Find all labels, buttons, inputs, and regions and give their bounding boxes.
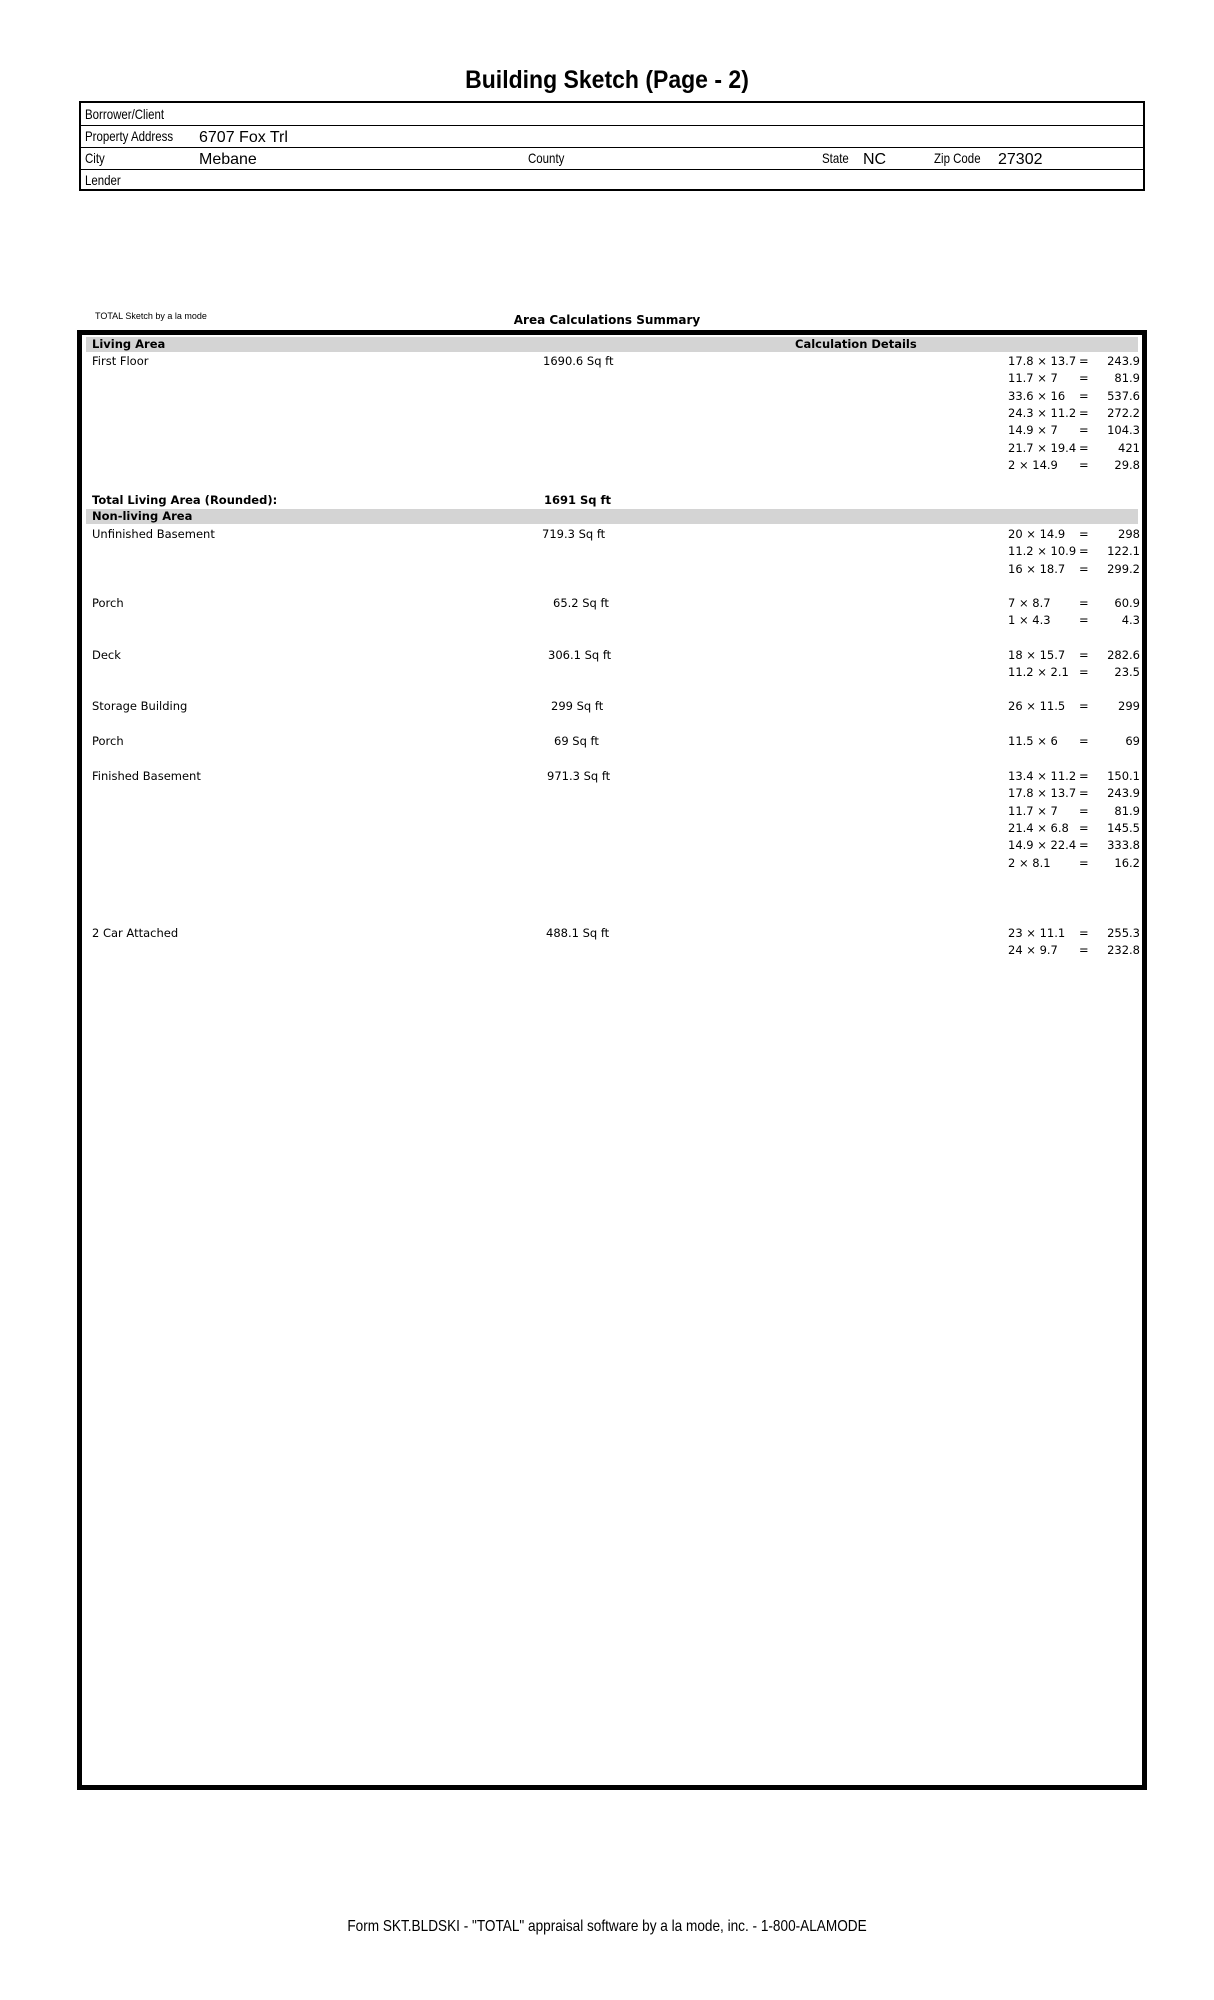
calc-equals: = [1079,734,1089,748]
area-summary-frame [77,330,1147,1790]
property-header-table [79,101,1145,191]
calc-expression: 21.7 × 19.4 [1008,440,1077,455]
calc-equals: = [1079,838,1089,853]
calc-expression: 14.9 × 7 [1008,423,1058,438]
calc-result: 537.6 [1107,388,1140,403]
calc-expression: 11.7 × 7 [1008,803,1058,818]
lender-label: Lender [85,172,121,188]
calc-expression: 23 × 11.1 [1008,926,1066,940]
calc-equals: = [1079,371,1089,386]
calc-expression: 24.3 × 11.2 [1008,405,1077,420]
calc-equals: = [1079,855,1089,870]
calc-equals: = [1079,786,1089,801]
calc-result: 272.2 [1107,405,1140,420]
calc-equals: = [1079,943,1089,958]
area-item-value: 69 Sq ft [554,734,599,748]
non-living-area-band [86,509,1138,524]
calc-result: 243.9 [1107,786,1140,801]
software-credit: TOTAL Sketch by a la mode [95,311,207,321]
calc-result: 298 [1118,527,1140,541]
calc-result: 23.5 [1114,665,1140,680]
city-label: City [85,150,105,166]
calc-result: 145.5 [1107,820,1140,835]
calc-equals: = [1079,457,1089,472]
address-value: 6707 Fox Trl [199,129,288,146]
calc-expression: 2 × 14.9 [1008,457,1058,472]
calculation-details-header: Calculation Details [795,337,917,351]
calc-expression: 33.6 × 16 [1008,388,1066,403]
calc-equals: = [1079,803,1089,818]
total-living-area-label: Total Living Area (Rounded): [92,493,278,507]
calc-equals: = [1079,354,1089,368]
area-item-value: 971.3 Sq ft [547,769,611,783]
calc-equals: = [1079,820,1089,835]
area-item-label: Unfinished Basement [92,527,215,541]
area-item-label: Deck [92,648,121,662]
area-item-label: Porch [92,596,124,610]
calc-expression: 24 × 9.7 [1008,943,1058,958]
state-value: NC [863,151,887,168]
calc-result: 81.9 [1114,371,1140,386]
living-area-band [86,337,1138,352]
zip-value: 27302 [998,151,1043,168]
state-label: State [822,150,849,166]
calc-equals: = [1079,613,1089,628]
calc-result: 421 [1118,440,1140,455]
area-item-value: 299 Sq ft [551,699,604,713]
calc-equals: = [1079,388,1089,403]
calc-expression: 11.2 × 2.1 [1008,665,1069,680]
calc-equals: = [1079,926,1089,940]
calc-expression: 11.5 × 6 [1008,734,1058,748]
area-item-label: Storage Building [92,699,188,713]
calc-result: 299 [1118,699,1140,713]
area-item-label: Finished Basement [92,769,201,783]
calc-expression: 7 × 8.7 [1008,596,1051,610]
area-item-value: 719.3 Sq ft [542,527,606,541]
form-footer: Form SKT.BLDSKI - "TOTAL" appraisal software by a la mode, inc. - 1-800-ALAMODE [347,1918,867,1935]
calc-result: 122.1 [1107,544,1140,559]
lender-row [81,169,1143,191]
calc-expression: 2 × 8.1 [1008,855,1051,870]
calc-result: 81.9 [1114,803,1140,818]
area-item-label: 2 Car Attached [92,926,179,940]
city-row [81,147,1143,170]
zip-label: Zip Code [934,150,981,166]
calc-equals: = [1079,405,1089,420]
calc-equals: = [1079,665,1089,680]
calc-equals: = [1079,527,1089,541]
calc-expression: 11.2 × 10.9 [1008,544,1077,559]
area-item-value: 65.2 Sq ft [553,596,609,610]
area-item-value: 488.1 Sq ft [546,926,610,940]
calc-expression: 26 × 11.5 [1008,699,1066,713]
calc-expression: 16 × 18.7 [1008,561,1066,576]
calc-result: 69 [1125,734,1140,748]
calc-expression: 1 × 4.3 [1008,613,1051,628]
calc-expression: 18 × 15.7 [1008,648,1066,662]
summary-title: Area Calculations Summary [513,313,701,327]
area-item-label: Porch [92,734,124,748]
calc-result: 232.8 [1107,943,1140,958]
calc-expression: 13.4 × 11.2 [1008,769,1077,783]
calc-result: 29.8 [1114,457,1140,472]
calc-result: 150.1 [1107,769,1140,783]
calc-result: 4.3 [1121,613,1140,628]
calc-equals: = [1079,648,1089,662]
city-value: Mebane [199,151,257,168]
county-label: County [528,150,565,166]
living-area-header: Living Area [92,337,166,351]
calc-expression: 17.8 × 13.7 [1008,786,1077,801]
page-title: Building Sketch (Page - 2) [465,66,749,94]
calc-equals: = [1079,423,1089,438]
first-floor-label: First Floor [92,354,149,368]
calc-equals: = [1079,769,1089,783]
calc-result: 60.9 [1114,596,1140,610]
calc-result: 104.3 [1107,423,1140,438]
address-label: Property Address [85,128,174,144]
calc-expression: 21.4 × 6.8 [1008,820,1069,835]
calc-result: 333.8 [1107,838,1140,853]
area-item-value: 306.1 Sq ft [548,648,612,662]
calc-equals: = [1079,596,1089,610]
calc-equals: = [1079,440,1089,455]
first-floor-area: 1690.6 Sq ft [543,354,614,368]
calc-equals: = [1079,544,1089,559]
borrower-label: Borrower/Client [85,106,165,122]
calc-expression: 14.9 × 22.4 [1008,838,1077,853]
calc-expression: 17.8 × 13.7 [1008,354,1077,368]
calc-result: 243.9 [1107,354,1140,368]
calc-equals: = [1079,561,1089,576]
calc-result: 16.2 [1114,855,1140,870]
borrower-row [81,103,1143,126]
calc-equals: = [1079,699,1089,713]
calc-result: 299.2 [1107,561,1140,576]
calc-expression: 11.7 × 7 [1008,371,1058,386]
calc-result: 255.3 [1107,926,1140,940]
address-row [81,125,1143,148]
calc-result: 282.6 [1107,648,1140,662]
calc-expression: 20 × 14.9 [1008,527,1066,541]
total-living-area-value: 1691 Sq ft [544,493,612,507]
non-living-area-header: Non-living Area [92,509,193,523]
